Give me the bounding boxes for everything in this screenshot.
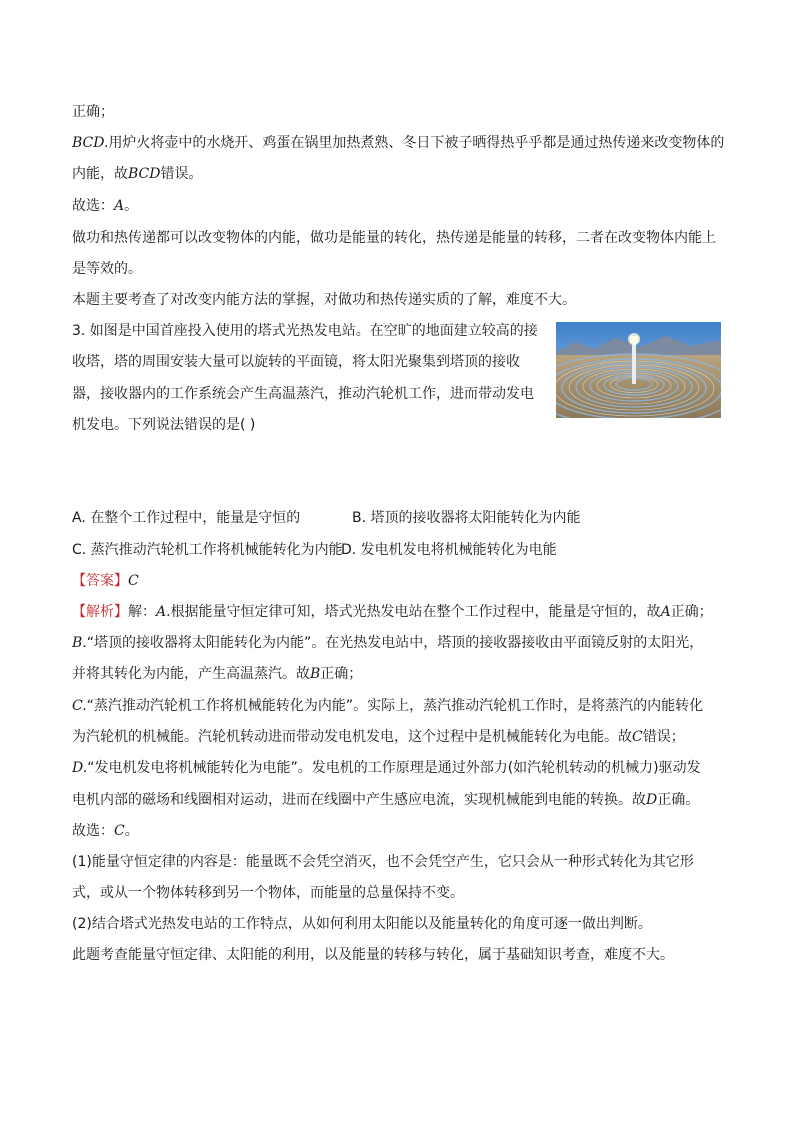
question-stem-3: 器，接收器内的工作系统会产生高温蒸汽，推动汽轮机工作，进而带动发电 [72, 386, 534, 402]
analysis-line-3: 并将其转化为内能，产生高温蒸汽。故B正确； [72, 666, 363, 682]
analysis-choice: 故选：C。 [72, 823, 139, 839]
analysis-line-7: 电机内部的磁场和线圈相对运动，进而在线圈中产生感应电流，实现机械能到电能的转换。故D正确。 [72, 792, 700, 808]
analysis-tag: 【解析】 [72, 604, 128, 620]
prev-line-2: BCD.用炉火将壶中的水烧开、鸡蛋在锅里加热煮熟、冬日下被子晒得热乎乎都是通过热传递来改变物体的 [72, 135, 725, 151]
analysis-note-2: (2)结合塔式光热发电站的工作特点，从如何利用太阳能以及能量转化的角度可逐一做出判断。 [72, 916, 652, 932]
prev-line-1: 正确； [72, 104, 114, 120]
solar-tower-photo [556, 322, 721, 418]
analysis-note-1b: 式，或从一个物体转移到另一个物体，而能量的总量保持不变。 [72, 885, 464, 901]
question-stem-2: 收塔，塔的周围安装大量可以旋转的平面镜，将太阳光聚集到塔顶的接收 [72, 354, 520, 370]
answer-value: C [128, 573, 139, 589]
analysis-line-1: 【解析】解：A.根据能量守恒定律可知，塔式光热发电站在整个工作过程中，能量是守恒的，故A正确； [72, 604, 713, 620]
prev-line-3: 内能，故BCD错误。 [72, 166, 203, 182]
analysis-line-4: C.“蒸汽推动汽轮机工作将机械能转化为内能”。实际上，蒸汽推动汽轮机工作时，是将蒸汽的内能转化 [72, 698, 704, 714]
prev-line-6: 是等效的。 [72, 261, 142, 277]
analysis-line-2: B.“塔顶的接收器将太阳能转化为内能”。在光热发电站中，塔顶的接收器接收由平面镜反射的太阳光， [72, 635, 704, 651]
analysis-line-5: 为汽轮机的机械能。汽轮机转动进而带动发电机发电，这个过程中是机械能转化为电能。故C错误； [72, 729, 685, 745]
prev-line-7: 本题主要考查了对改变内能方法的掌握，对做功和热传递实质的了解，难度不大。 [72, 292, 576, 308]
question-stem-4: 机发电。下列说法错误的是( ) [72, 417, 256, 433]
answer-line [72, 571, 139, 591]
prev-line-5: 做功和热传递都可以改变物体的内能，做功是能量的转化，热传递是能量的转移，二者在改变物体内能上 [72, 230, 716, 246]
analysis-line-6: D.“发电机发电将机械能转化为电能”。发电机的工作原理是通过外部力(如汽轮机转动的机械力)驱动发 [72, 760, 701, 776]
option-b: B. 塔顶的接收器将太阳能转化为内能 [352, 510, 581, 526]
analysis-note-1a: (1)能量守恒定律的内容是：能量既不会凭空消灭，也不会凭空产生，它只会从一种形式转化为其它形 [72, 854, 694, 870]
analysis-summary: 此题考查能量守恒定律、太阳能的利用，以及能量的转移与转化，属于基础知识考查，难度不大。 [72, 947, 674, 963]
option-c: C. 蒸汽推动汽轮机工作将机械能转化为内能 [72, 542, 343, 558]
option-a: A. 在整个工作过程中，能量是守恒的 [72, 510, 301, 526]
prev-choice: 故选：A。 [72, 198, 139, 214]
option-d: D. 发电机发电将机械能转化为电能 [341, 542, 557, 558]
answer-tag: 【答案】 [72, 573, 128, 589]
question-stem-1: 3. 如图是中国首座投入使用的塔式光热发电站。在空旷的地面建立较高的接 [72, 323, 538, 339]
